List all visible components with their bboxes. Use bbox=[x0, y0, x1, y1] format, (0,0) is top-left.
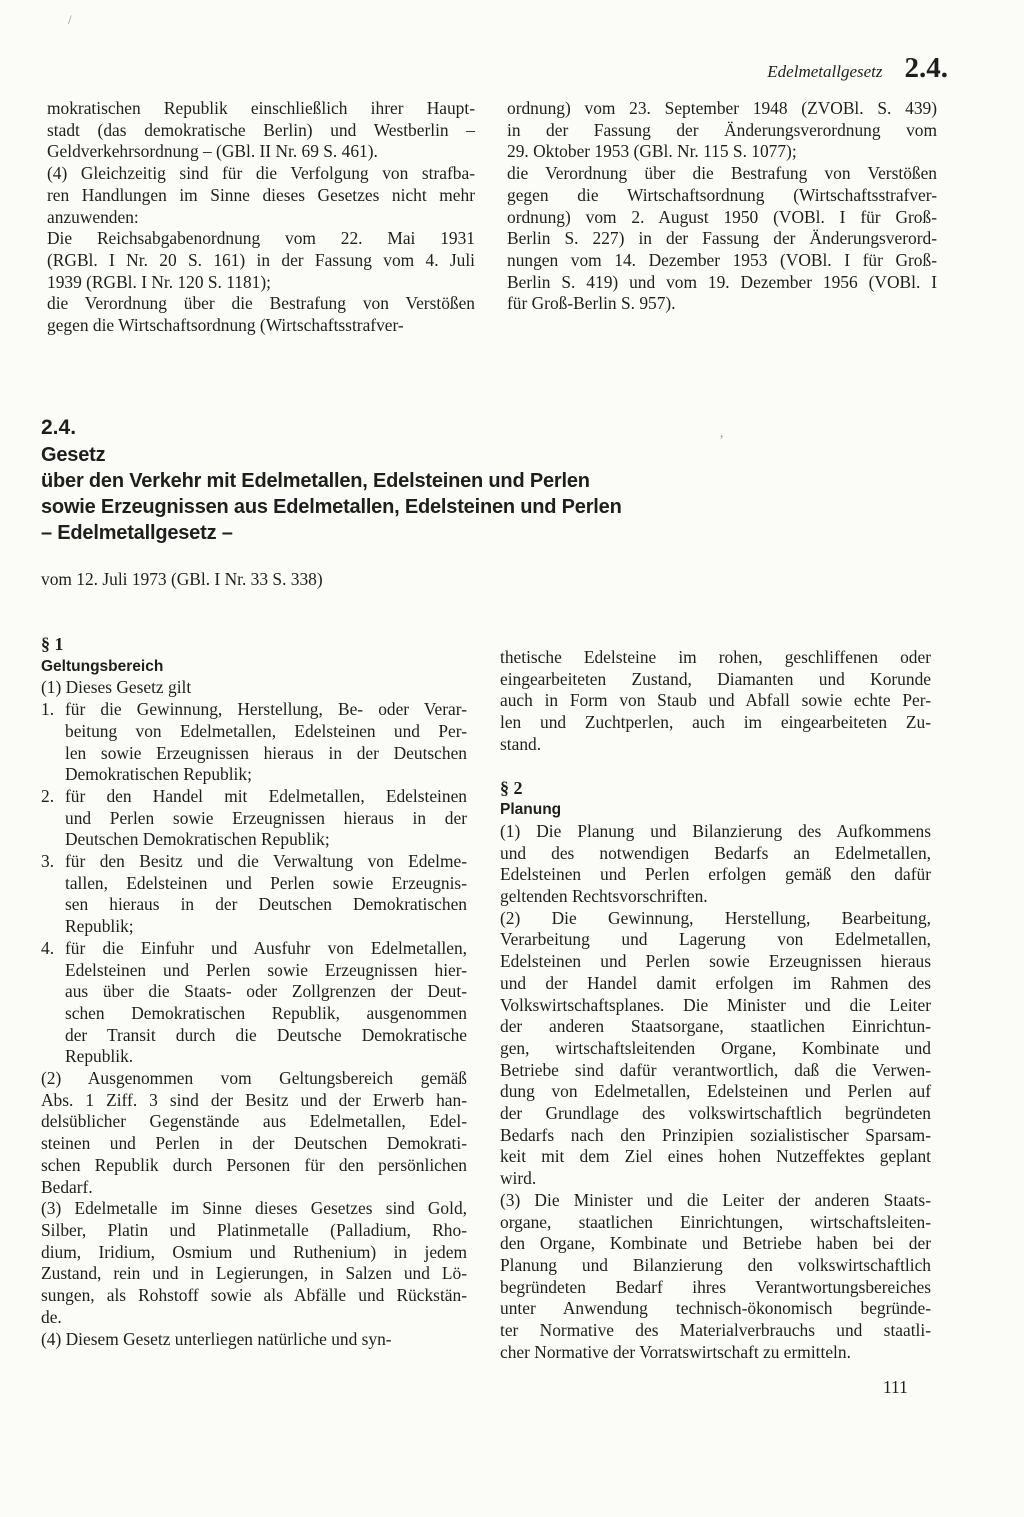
text-line: den Organe, Kombinate und Betriebe haben bei der bbox=[500, 1233, 931, 1254]
text-line: auch in Form von Staub und Abfall sowie echte Per- bbox=[500, 690, 931, 711]
list-item bbox=[41, 786, 467, 851]
section-1-heading: Geltungsbereich bbox=[41, 657, 164, 675]
text-line: Demokratischen Republik; bbox=[65, 764, 252, 785]
text-line: anzuwenden: bbox=[47, 206, 139, 227]
section-1-item-list bbox=[41, 699, 467, 1068]
scan-speck: / bbox=[68, 12, 72, 27]
section-1-continuation bbox=[41, 1068, 467, 1350]
text-line: Planung und Bilanzierung den volkswirtschaftlich bbox=[500, 1254, 931, 1275]
list-item-number: 4. bbox=[41, 937, 55, 958]
running-section-number: 2.4. bbox=[904, 52, 948, 84]
section-2-heading: Planung bbox=[500, 801, 562, 819]
text-line: nungen vom 14. Dezember 1953 (VOBl. I für Groß- bbox=[507, 249, 937, 270]
law-title-line: sowie Erzeugnissen aus Edelmetallen, Edelsteinen und Perlen bbox=[41, 496, 622, 518]
list-item-number: 1. bbox=[41, 699, 55, 720]
section-1-number: § 1 bbox=[41, 634, 64, 654]
text-line: 29. Oktober 1953 (GBl. Nr. 115 S. 1077); bbox=[507, 141, 797, 162]
text-line: steinen und Perlen in der Deutschen Demokrati- bbox=[41, 1133, 467, 1154]
text-line: der anderen Staatsorgane, staatlichen Einrichtun- bbox=[500, 1016, 931, 1037]
text-line: len und Zuchtperlen, auch im eingearbeiteten Zu- bbox=[500, 712, 931, 733]
text-line: der Transit durch die Deutsche Demokratische bbox=[65, 1024, 467, 1045]
text-line: ren Handlungen im Sinne dieses Gesetzes nicht mehr bbox=[47, 184, 475, 205]
list-item-number: 3. bbox=[41, 851, 55, 872]
text-line: in der Fassung der Änderungsverordnung vom bbox=[507, 119, 937, 140]
text-line: für den Besitz und die Verwaltung von Edelme- bbox=[65, 851, 467, 872]
text-line: beitung von Edelmetallen, Edelsteinen und Per- bbox=[65, 720, 467, 741]
list-item bbox=[41, 851, 467, 938]
text-line: Abs. 1 Ziff. 3 sind der Besitz und der Erwerb han- bbox=[41, 1089, 467, 1110]
text-line: Zustand, rein und in Legierungen, in Salzen und Lö- bbox=[41, 1263, 467, 1284]
text-line: wird. bbox=[500, 1168, 537, 1189]
text-line: (2) Die Gewinnung, Herstellung, Bearbeitung, bbox=[500, 907, 931, 928]
text-line: tallen, Edelsteinen und Perlen sowie Erzeugnis- bbox=[65, 872, 467, 893]
text-line: len sowie Erzeugnissen hieraus in der Deutschen bbox=[65, 742, 467, 763]
law-date-line: vom 12. Juli 1973 (GBl. I Nr. 33 S. 338) bbox=[41, 569, 323, 589]
text-line: cher Normative der Vorratswirtschaft zu ermitteln. bbox=[500, 1341, 851, 1362]
page-number: 111 bbox=[883, 1377, 908, 1397]
text-line: stadt (das demokratische Berlin) und Westberlin – bbox=[47, 119, 475, 140]
text-line: Republik. bbox=[65, 1046, 134, 1067]
main-right-column bbox=[500, 647, 931, 1364]
text-line: Edelsteinen und Perlen sowie Erzeugnissen hier- bbox=[65, 959, 467, 980]
text-line: organe, staatlichen Einrichtungen, wirtschaftsleiten- bbox=[500, 1211, 931, 1232]
text-line: dung von Edelmetallen, Edelsteinen und Perlen auf bbox=[500, 1081, 931, 1102]
text-line: Silber, Platin und Platinmetalle (Palladium, Rho- bbox=[41, 1219, 467, 1240]
text-line: geltenden Rechtsvorschriften. bbox=[500, 886, 708, 907]
text-line: 1939 (RGBl. I Nr. 120 S. 1181); bbox=[47, 271, 271, 292]
text-line: Deutschen Demokratischen Republik; bbox=[65, 829, 330, 850]
text-line: gegen die Wirtschaftsordnung (Wirtschaftsstrafver- bbox=[507, 184, 937, 205]
text-line: gen, wirtschaftsleitenden Organe, Kombinate und bbox=[500, 1037, 931, 1058]
text-line: (4) Gleichzeitig sind für die Verfolgung von strafba- bbox=[47, 163, 475, 184]
text-line: thetische Edelsteine im rohen, geschliffenen oder bbox=[500, 647, 931, 667]
section-1-end bbox=[500, 647, 931, 756]
text-line: und der Handel damit erfolgen im Rahmen des bbox=[500, 972, 931, 993]
list-item bbox=[41, 699, 467, 786]
running-head bbox=[767, 52, 948, 85]
text-line: mokratischen Republik einschließlich ihrer Haupt- bbox=[47, 98, 475, 118]
text-line: Berlin S. 419) und vom 19. Dezember 1956 (VOBl. I bbox=[507, 271, 937, 292]
text-line: (RGBl. I Nr. 20 S. 161) in der Fassung vom 4. Juli bbox=[47, 249, 475, 270]
main-left-column bbox=[41, 634, 467, 1350]
text-line: begründeten Bedarf ihres Verantwortungsbereiches bbox=[500, 1276, 931, 1297]
text-line: schen Republik durch Personen für den persönlichen bbox=[41, 1154, 467, 1175]
text-line: Bedarf. bbox=[41, 1176, 93, 1197]
list-item-number: 2. bbox=[41, 785, 55, 806]
text-line: Edelsteinen und Perlen sowie Erzeugnissen hieraus bbox=[500, 951, 931, 972]
section-2-body bbox=[500, 821, 931, 1364]
text-line: sungen, als Rohstoff sowie als Abfälle und Rückstän- bbox=[41, 1285, 467, 1306]
text-line: Edelsteinen und Perlen erfolgen gemäß den dafür bbox=[500, 864, 931, 885]
list-item-text bbox=[65, 786, 467, 851]
text-line: schen Demokratischen Republik, ausgenommen bbox=[65, 1002, 467, 1023]
law-title-line: über den Verkehr mit Edelmetallen, Edelsteinen und Perlen bbox=[41, 470, 590, 492]
law-section-number: 2.4. bbox=[41, 416, 77, 439]
text-line: Verarbeitung und Lagerung von Edelmetallen, bbox=[500, 929, 931, 950]
text-line: ordnung) vom 2. August 1950 (VOBl. I für Groß- bbox=[507, 206, 937, 227]
text-line: aus über die Staats- oder Zollgrenzen der Deut- bbox=[65, 981, 467, 1002]
text-line: die Verordnung über die Bestrafung von Verstößen bbox=[507, 163, 937, 184]
text-line: und des notwendigen Bedarfs an Edelmetallen, bbox=[500, 842, 931, 863]
text-line: ordnung) vom 23. September 1948 (ZVOBl. S. 439) bbox=[507, 98, 937, 118]
text-line: eingearbeiteten Zustand, Diamanten und Korunde bbox=[500, 668, 931, 689]
text-line: für Groß-Berlin S. 957). bbox=[507, 293, 676, 314]
text-line: (3) Edelmetalle im Sinne dieses Gesetzes sind Gold, bbox=[41, 1198, 467, 1219]
text-line: unter Anwendung technisch-ökonomisch begründe- bbox=[500, 1298, 931, 1319]
text-line: Betriebe sind dafür verantwortlich, daß die Verwen- bbox=[500, 1059, 931, 1080]
text-line: Geldverkehrsordnung – (GBl. II Nr. 69 S. 461). bbox=[47, 141, 378, 162]
text-line: die Verordnung über die Bestrafung von Verstößen bbox=[47, 293, 475, 314]
text-line: Bedarfs nach den Prinzipien sozialistischer Sparsam- bbox=[500, 1124, 931, 1145]
list-item bbox=[41, 938, 467, 1068]
law-title-block bbox=[41, 414, 741, 546]
text-line: de. bbox=[41, 1306, 62, 1327]
top-right-column bbox=[507, 98, 937, 315]
text-line: delsüblicher Gegenstände aus Edelmetallen, Edel- bbox=[41, 1111, 467, 1132]
text-line: (2) Ausgenommen vom Geltungsbereich gemäß bbox=[41, 1068, 467, 1089]
text-line: Berlin S. 227) in der Fassung der Änderungsverord- bbox=[507, 228, 937, 249]
text-line: Republik; bbox=[65, 916, 134, 937]
law-title-line: – Edelmetallgesetz – bbox=[41, 522, 233, 544]
text-line: und Perlen sowie Erzeugnissen hieraus in der bbox=[65, 807, 467, 828]
text-line: Volkswirtschaftsplanes. Die Minister und die Leiter bbox=[500, 994, 931, 1015]
text-line: dium, Iridium, Osmium und Ruthenium) in jedem bbox=[41, 1241, 467, 1262]
text-line: für die Einfuhr und Ausfuhr von Edelmetallen, bbox=[65, 937, 467, 958]
text-line: (4) Diesem Gesetz unterliegen natürliche und syn- bbox=[41, 1328, 392, 1349]
list-item-text bbox=[65, 851, 467, 938]
top-left-column bbox=[47, 98, 475, 337]
running-title: Edelmetallgesetz bbox=[767, 62, 883, 81]
section-1-intro: (1) Dieses Gesetz gilt bbox=[41, 677, 192, 698]
scan-speck: , bbox=[720, 425, 724, 440]
text-line: Die Reichsabgabenordnung vom 22. Mai 1931 bbox=[47, 228, 475, 249]
text-line: keit mit dem Ziel eines hohen Nutzeffektes geplant bbox=[500, 1146, 931, 1167]
section-2-number: § 2 bbox=[500, 777, 523, 798]
list-item-text bbox=[65, 699, 467, 786]
text-line: (3) Die Minister und die Leiter der anderen Staats- bbox=[500, 1189, 931, 1210]
text-line: für die Gewinnung, Herstellung, Be- oder Verar- bbox=[65, 699, 467, 720]
text-line: (1) Die Planung und Bilanzierung des Aufkommens bbox=[500, 820, 931, 841]
text-line: der Grundlage des volkswirtschaftlich begründeten bbox=[500, 1103, 931, 1124]
text-line: sen hieraus in der Deutschen Demokratischen bbox=[65, 894, 467, 915]
law-title-line: Gesetz bbox=[41, 444, 106, 466]
text-line: für den Handel mit Edelmetallen, Edelsteinen bbox=[65, 785, 467, 806]
text-line: stand. bbox=[500, 733, 542, 754]
text-line: ter Normative des Materialverbrauchs und staatli- bbox=[500, 1320, 931, 1341]
list-item-text bbox=[65, 938, 467, 1068]
text-line: gegen die Wirtschaftsordnung (Wirtschaftsstrafver- bbox=[47, 315, 404, 336]
